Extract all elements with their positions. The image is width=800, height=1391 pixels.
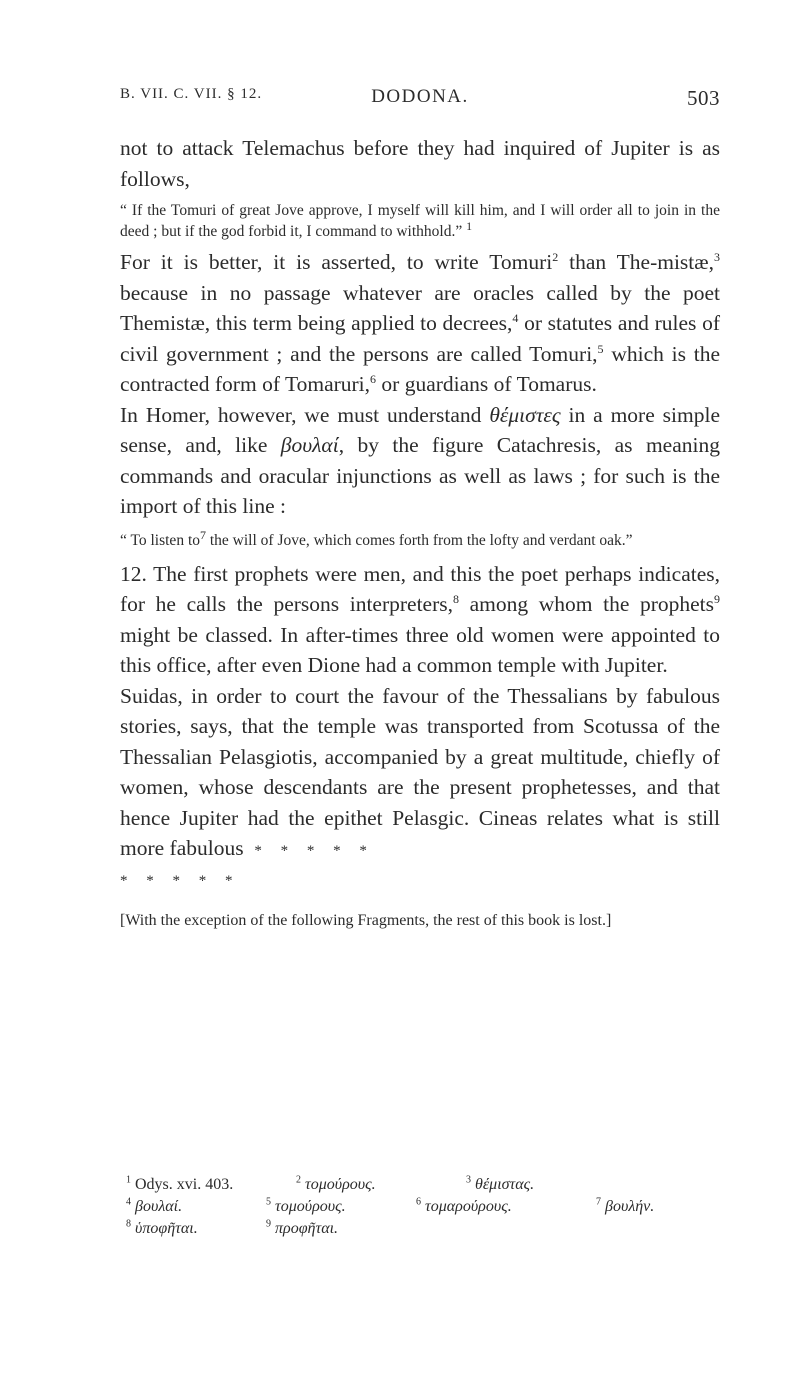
footnote-ref-2: 2 bbox=[552, 249, 559, 264]
quote-text: “ If the Tomuri of great Jove approve, I myself will kill him, and I will order all to join in the deed ; but if the god forbid it, I command to withhold.” bbox=[120, 202, 720, 240]
header-section-ref: B. VII. C. VII. § 12. bbox=[120, 86, 263, 102]
footnote-3: $^3$ θέμιστας. bbox=[466, 1174, 535, 1193]
block-quote-2: “ To listen $to^7$ the will of Jove, which comes forth from the lofty and verdant oak.” bbox=[120, 527, 633, 549]
footnote-8: $^8$ ὑποφῆται. bbox=[126, 1218, 198, 1237]
footnote-ref-4: 4 bbox=[512, 310, 519, 325]
paragraph-section-12: 12. The first prophets were men, and this the poet perhaps indicates, for he calls the persons interpreters,$^8$ among whom the prophets$^9$ might be classed. In after-times three old women were appointed to this office, after even Dione had a common temple with Jupiter. bbox=[120, 561, 721, 677]
paragraph-continued: not to attack Telemachus before they had inquired of Jupiter is as follows, bbox=[120, 136, 720, 191]
footnote-7: $^7$ βουλήν. bbox=[596, 1196, 655, 1215]
greek-term-boulai: βουλαί bbox=[280, 433, 339, 457]
paragraph-suidas: Suidas, in order to court the favour of the Thessalians by fabulous stories, says, that the temple was transported from Scotussa of the Thessalian Pelasgiotis, accompanied by a great multitude, chiefly of women, whose descendants are the present prophetesses, and that hence Jupiter had the epithet Pelasgic. Cineas relates what is still more fabulous * * * * * bbox=[120, 683, 721, 860]
footnote-2: $^2$ τομούρους. bbox=[296, 1174, 376, 1193]
footnote-ref-1: 1 bbox=[466, 218, 473, 233]
footnote-row bbox=[126, 1174, 720, 1196]
footnote-row bbox=[126, 1218, 720, 1240]
footnote-ref-6: 6 bbox=[370, 371, 377, 386]
page-number: 503 bbox=[687, 86, 720, 110]
footnote-row bbox=[126, 1196, 720, 1218]
footnote-9: $^9$ προφῆται. bbox=[266, 1218, 339, 1237]
footnote-ref-5: 5 bbox=[597, 341, 604, 356]
paragraph-homer: In Homer, however, we must understand θέμιστες in a more simple sense, and, like βουλαί, by the figure Catachresis, as meaning commands and oracular injunctions as well as laws ; for such is the import of this line : bbox=[120, 402, 720, 518]
block-quote-1 bbox=[120, 200, 720, 242]
lacuna-line bbox=[120, 863, 720, 897]
footnote-5: $^5$ τομούρους. bbox=[266, 1196, 346, 1215]
footnote-6: $^6$ τομαρούρους. bbox=[416, 1196, 512, 1215]
page-body bbox=[120, 133, 720, 932]
footnotes bbox=[126, 1174, 720, 1240]
header-title: DODONA. bbox=[371, 86, 469, 107]
footnote-ref-9: 9 bbox=[714, 591, 721, 606]
lacuna-stars-2: * * * * * bbox=[120, 872, 233, 889]
footnote-1: $^1$ Odys. xvi. 403. bbox=[126, 1174, 234, 1193]
footnote-ref-8: 8 bbox=[453, 591, 460, 606]
footnote-4: $^4$ βουλαί. bbox=[126, 1196, 183, 1215]
footnote-ref-7: 7 bbox=[200, 527, 206, 542]
greek-term-themistes: θέμιστες bbox=[489, 402, 561, 427]
paragraph-tomuri: For it is better, it is asserted, to write Tomuri$^2$ than The-mistæ,$^3$ because in no passage whatever are oracles called by the poet Themistæ, this term being applied to decrees,$^4$ or statutes and rules of civil government ; and the persons are called Tomuri,$^5$ which is the contracted form of Tomaruri,$^6$ or guardians of Tomarus. bbox=[120, 249, 720, 396]
footnote-ref-3: 3 bbox=[714, 249, 720, 264]
editorial-note: [With the exception of the following Fragments, the rest of this book is lost.] bbox=[120, 912, 612, 929]
lacuna-stars-1: * * * * * bbox=[254, 843, 367, 859]
